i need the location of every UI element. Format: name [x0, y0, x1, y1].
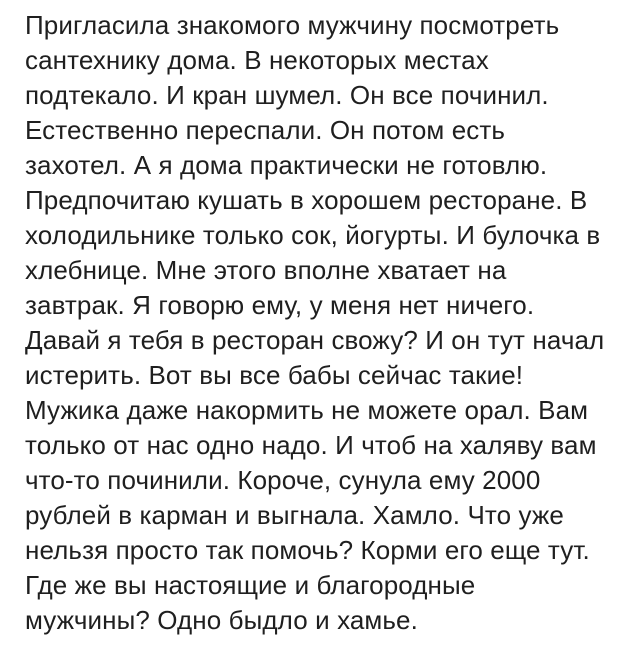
text-line: Где же вы настоящие и благородные [25, 570, 476, 600]
text-line: что-то починили. Короче, сунула ему 2000 [25, 465, 541, 495]
text-line: только от нас одно надо. И чтоб на халяву вам [25, 430, 597, 460]
text-line: нельзя просто так помочь? Корми его еще тут. [25, 535, 590, 565]
text-line: Пригласила знакомого мужчину посмотреть [25, 10, 560, 40]
text-line: подтекало. И кран шумел. Он все починил. [25, 80, 549, 110]
text-line: мужчины? Одно быдло и хамье. [25, 605, 418, 635]
post-text [25, 8, 622, 638]
text-line: захотел. А я дома практически не готовлю. [25, 150, 548, 180]
text-line: рублей в карман и выгнала. Хамло. Что уже [25, 500, 564, 530]
text-line: Естественно переспали. Он потом есть [25, 115, 506, 145]
text-line: хлебнице. Мне этого вполне хватает на [25, 255, 507, 285]
text-line: Предпочитаю кушать в хорошем ресторане. В [25, 185, 588, 215]
text-line: сантехнику дома. В некоторых местах [25, 45, 489, 75]
text-line: холодильнике только сок, йогурты. И булочка в [25, 220, 601, 250]
text-line: Давай я тебя в ресторан свожу? И он тут начал [25, 325, 605, 355]
text-line: истерить. Вот вы все бабы сейчас такие! [25, 360, 524, 390]
text-line: Мужика даже накормить не можете орал. Вам [25, 395, 589, 425]
text-line: завтрак. Я говорю ему, у меня нет ничего. [25, 290, 535, 320]
